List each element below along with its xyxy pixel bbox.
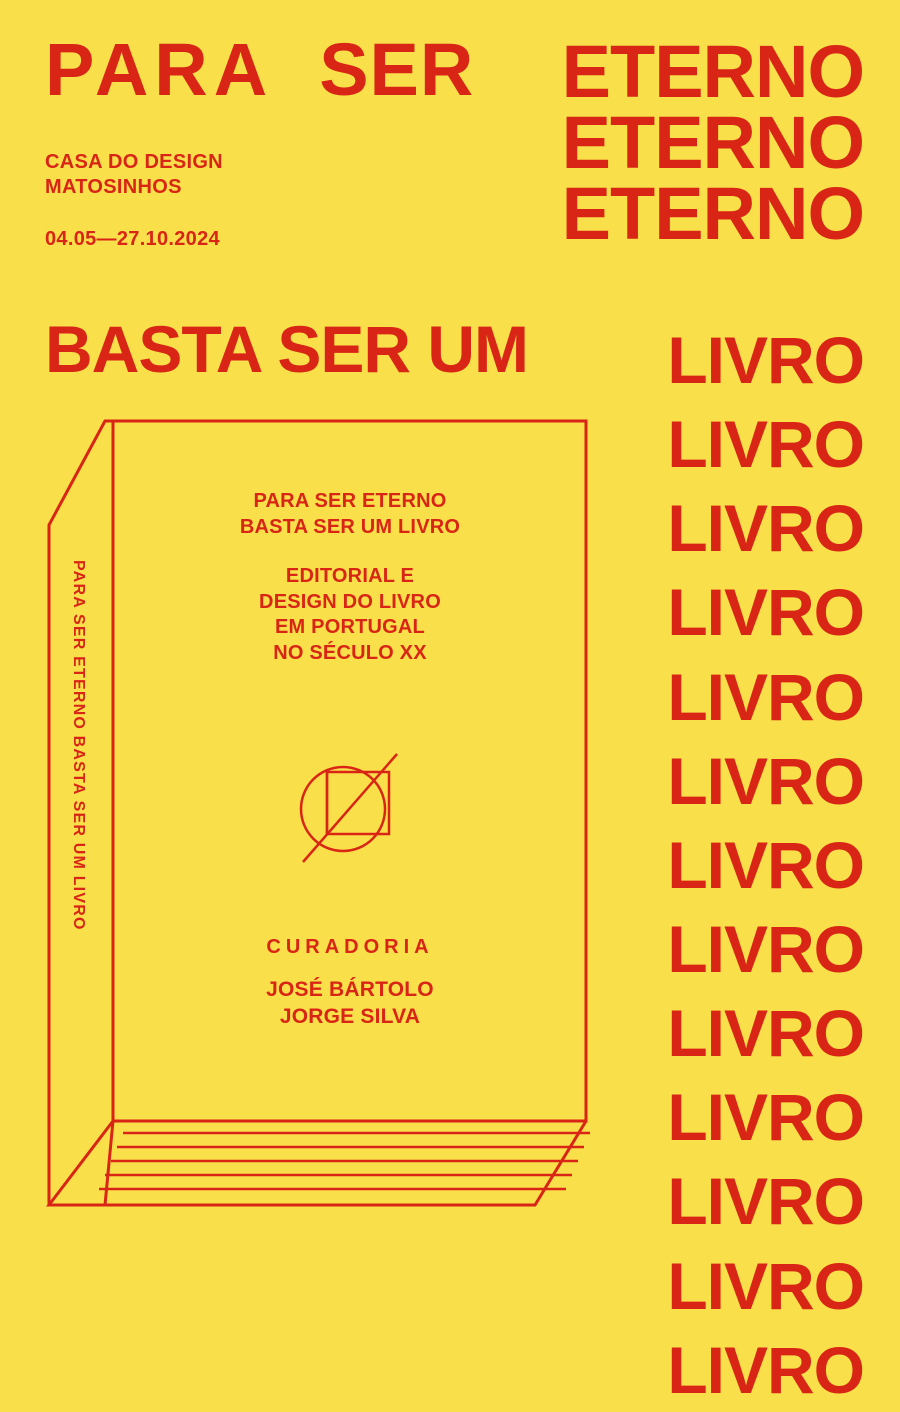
abstract-logo-icon (115, 734, 585, 874)
livro-line: LIVRO (667, 1164, 864, 1239)
cover-subtitle-line-3: EM PORTUGAL (275, 616, 425, 639)
cover-title-line-2: BASTA SER UM LIVRO (239, 516, 461, 538)
curadoria-label: CURADORIA (266, 936, 434, 959)
curator-name: JORGE SILVA (279, 1004, 421, 1028)
livro-line: LIVRO (667, 323, 864, 397)
headline-top (45, 28, 475, 111)
headline-word-ser: SER (319, 28, 475, 111)
livro-line: LIVRO (667, 407, 864, 482)
livro-line: LIVRO (667, 1080, 864, 1155)
livro-line: LIVRO (667, 491, 864, 566)
venue-block (45, 150, 223, 200)
livro-line: LIVRO (667, 1248, 864, 1323)
eterno-line: ETERNO (561, 101, 864, 185)
headline-word-para: PARA (45, 28, 274, 111)
livro-line: LIVRO (667, 575, 864, 650)
livro-repeat-stack (667, 318, 864, 1412)
book-cover-content (115, 418, 585, 1030)
curator-name: JOSÉ BÁRTOLO (266, 978, 434, 1002)
livro-line: LIVRO (667, 996, 864, 1071)
venue-line-2: MATOSINHOS (45, 176, 182, 198)
eterno-line: ETERNO (561, 172, 864, 256)
livro-line: LIVRO (667, 1332, 864, 1407)
exhibition-dates: 04.05—27.10.2024 (45, 228, 220, 250)
cover-subtitle-line-1: EDITORIAL E (285, 565, 415, 587)
cover-subtitle (115, 564, 585, 666)
cover-title-line-1: PARA SER ETERNO (253, 490, 447, 512)
livro-line: LIVRO (667, 743, 864, 818)
curator-list (115, 977, 585, 1030)
eterno-line: ETERNO (561, 30, 864, 113)
cover-title (115, 488, 585, 540)
livro-line: LIVRO (667, 827, 864, 902)
book-spine-text: PARA SER ETERNO BASTA SER UM LIVRO (70, 560, 87, 931)
cover-subtitle-line-2: DESIGN DO LIVRO (259, 590, 441, 613)
livro-line: LIVRO (667, 659, 864, 734)
cover-subtitle-line-4: NO SÉCULO XX (273, 641, 427, 664)
livro-line: LIVRO (667, 911, 864, 986)
venue-line-1: CASA DO DESIGN (45, 151, 223, 173)
eterno-repeat-stack (561, 30, 864, 256)
headline-second: BASTA SER UM (45, 312, 528, 386)
